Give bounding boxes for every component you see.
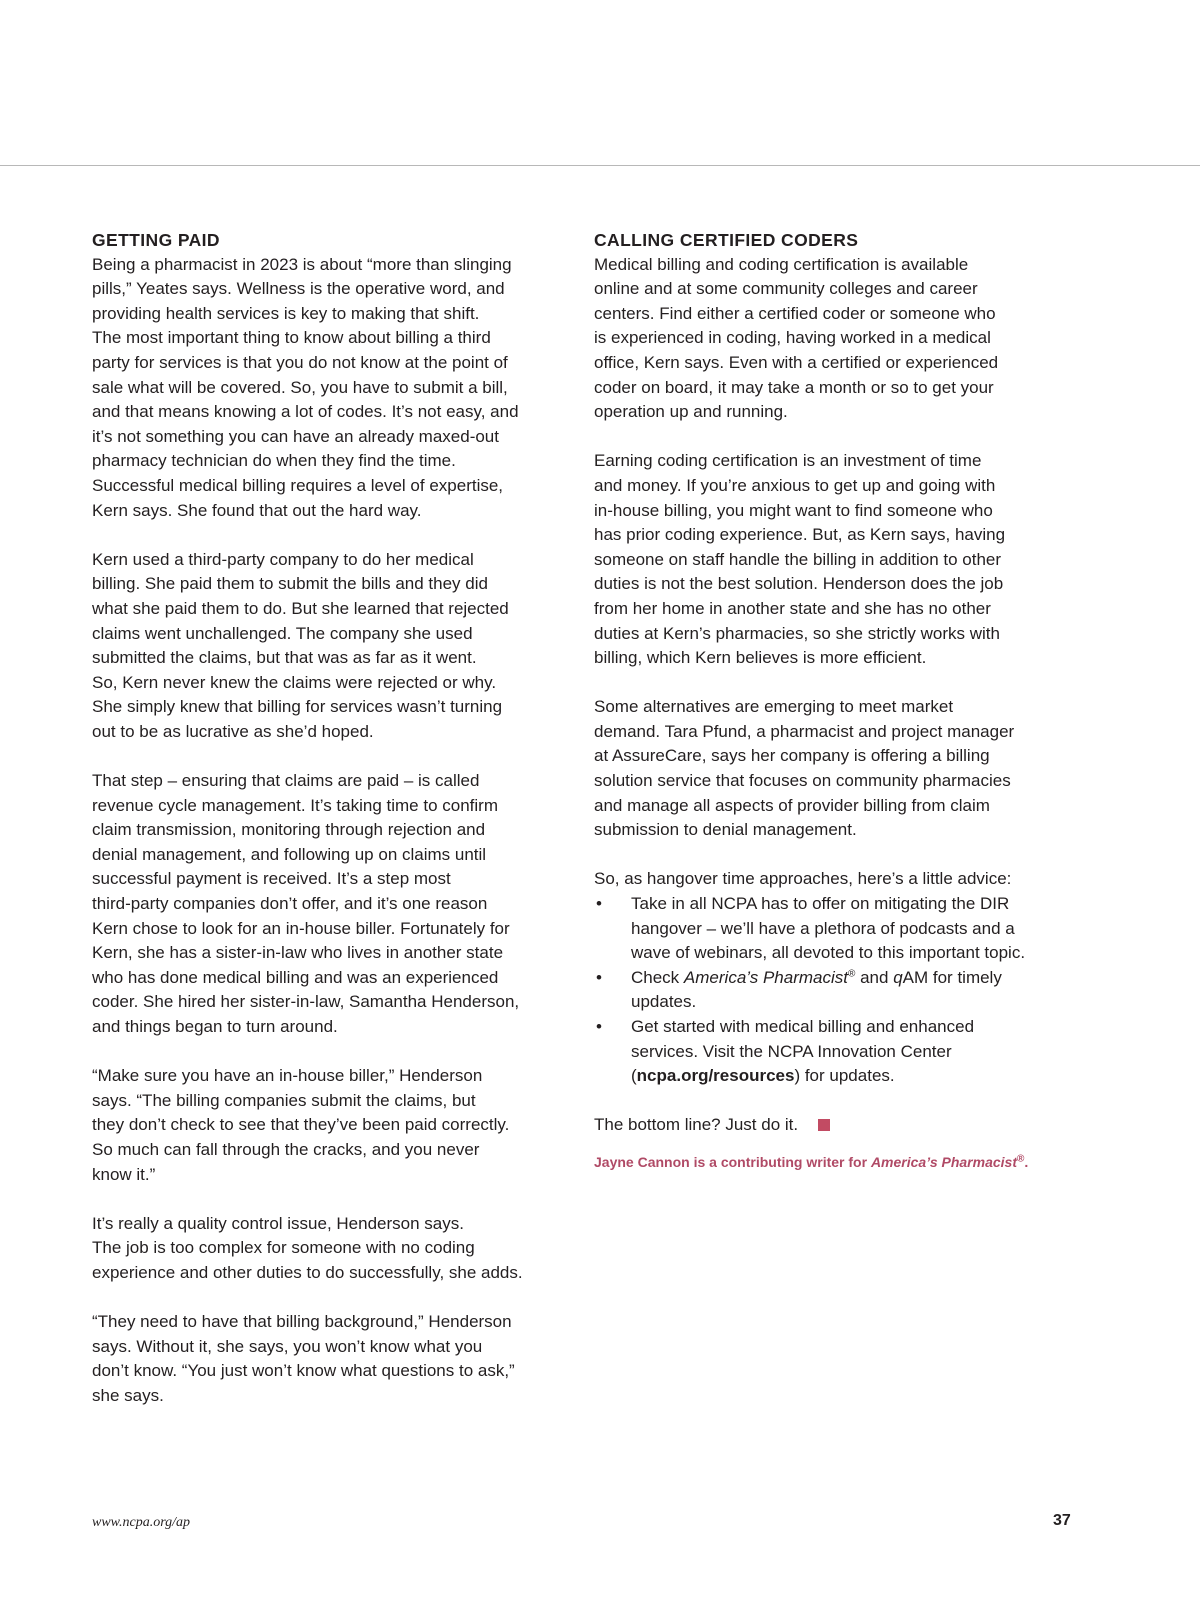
left-paragraph-3: That step – ensuring that claims are paid – is called revenue cycle management. It’s taking time to confirm claim transmission, monitoring through rejection and denial management, and following up on claims until successful payment is received. It’s a step most third-party companies don’t offer, and it’s one reason Kern chose to look for an in-house biller. Fortunately for Kern, she has a sister-in-law who lives in another state who has done medical billing and was an experienced coder. She hired her sister-in-law, Samantha Henderson, and things began to turn around.	[92, 771, 520, 1036]
left-paragraph-4: “Make sure you have an in-house biller,” Henderson says. “The billing companies submit the claims, but they don’t check to see that they’ve been paid correctly. So much can fall through the cracks, and you never know it.”	[92, 1066, 510, 1184]
right-column	[594, 228, 1094, 1172]
advice-item: • Get started with medical billing and enhanced services. Visit the NCPA Innovation Center (ncpa.org/resources) for updates.	[596, 1017, 975, 1086]
advice-item: • Check America’s Pharmacist® and qAM for timely updates.	[596, 967, 1002, 1012]
right-paragraph-2: Earning coding certification is an investment of time and money. If you’re anxious to get up and going with in-house billing, you might want to find someone who has prior coding experience. But, as Kern says, having someone on staff handle the billing in addition to other duties is not the best solution. Henderson does the job from her home in another state and she has no other duties at Kern’s pharmacies, so she strictly works with billing, which Kern believes is more efficient.	[594, 451, 1006, 668]
closing-line: The bottom line? Just do it.	[594, 1113, 1094, 1138]
right-paragraph-3: Some alternatives are emerging to meet market demand. Tara Pfund, a pharmacist and project manager at AssureCare, says her company is offering a billing solution service that focuses on community pharmacies and manage all aspects of provider billing from claim submission to denial management.	[594, 697, 1015, 840]
left-paragraph-6: “They need to have that billing background,” Henderson says. Without it, she says, you won’t know what you don’t know. “You just won’t know what questions to ask,” she says.	[92, 1312, 515, 1405]
left-paragraph-2: Kern used a third-party company to do her medical billing. She paid them to submit the bills and they did what she paid them to do. But she learned that rejected claims went unchallenged. The company she used submitted the claims, but that was as far as it went. So, Kern never knew the claims were rejected or why. She simply knew that billing for services wasn’t turning out to be as lucrative as she’d hoped.	[92, 549, 509, 741]
bullet-icon: •	[596, 894, 602, 914]
advice-item: • Take in all NCPA has to offer on mitigating the DIR hangover – we’ll have a plethora of podcasts and a wave of webinars, all devoted to this important topic.	[596, 894, 1026, 963]
left-paragraph-1: Being a pharmacist in 2023 is about “more than slinging pills,” Yeates says. Wellness is the operative word, and providing health services is key to making that shift. The most important thing to know about billing a third party for services is that you do not know at the point of sale what will be covered. So, you have to submit a bill, and that means knowing a lot of codes. It’s not easy, and it’s not something you can have an already maxed-out pharmacy technician do when they find the time. Successful medical billing requires a level of expertise, Kern says. She found that out the hard way.	[92, 254, 519, 520]
footer-url[interactable]: www.ncpa.org/ap	[92, 1515, 191, 1530]
publication-title: America’s Pharmacist	[683, 967, 848, 987]
bullet-icon: •	[596, 1017, 602, 1036]
advice-list	[594, 892, 1094, 1089]
section-heading-getting-paid: GETTING PAID	[92, 230, 220, 250]
registered-mark: ®	[848, 968, 856, 980]
advice-intro: So, as hangover time approaches, here’s a little advice:	[594, 869, 1012, 889]
resources-link[interactable]: ncpa.org/resources	[636, 1066, 795, 1086]
author-byline: Jayne Cannon is a contributing writer for America’s Pharmacist®.	[594, 1153, 1029, 1170]
end-square-icon	[818, 1119, 830, 1131]
right-paragraph-1: Medical billing and coding certification is available online and at some community colleges and career centers. Find either a certified coder or someone who is experienced in coding, having worked in a medical office, Kern says. Even with a certified or experienced coder on board, it may take a month or so to get your operation up and running.	[594, 254, 999, 422]
left-paragraph-5: It’s really a quality control issue, Henderson says. The job is too complex for someone with no coding experience and other duties to do successfully, she adds.	[92, 1213, 523, 1282]
left-column	[92, 228, 572, 1409]
header-rule	[0, 165, 1200, 166]
page-number: 37	[1053, 1512, 1071, 1529]
bullet-icon: •	[596, 967, 602, 987]
section-heading-calling-certified-coders: CALLING CERTIFIED CODERS	[594, 230, 859, 250]
